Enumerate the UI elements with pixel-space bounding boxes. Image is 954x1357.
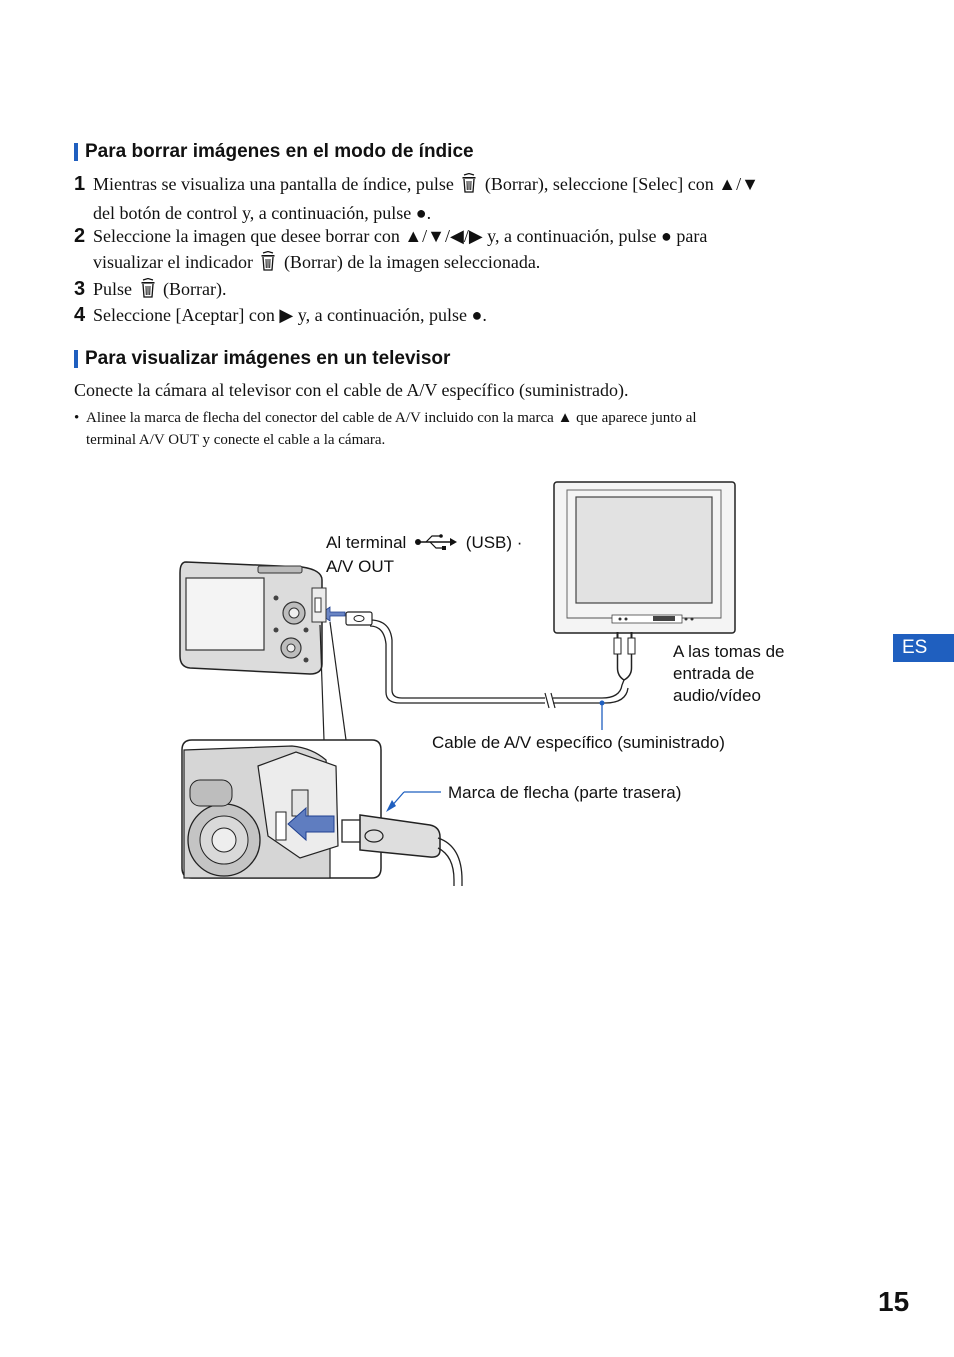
step-number: 4 [74, 304, 86, 326]
usb-icon [414, 534, 458, 556]
note-bullet: • Alinee la marca de flecha del conector del cable de A/V incluido con la marca ▲ que aparece junto al terminal A/V OUT y conecte el cable a la cámara. [74, 410, 697, 448]
section-title-text: Para borrar imágenes en el modo de índice [85, 141, 474, 162]
label-arrow-mark: Marca de flecha (parte trasera) [448, 783, 682, 802]
step-number: 3 [74, 278, 86, 300]
page-number: 15 [878, 1286, 910, 1317]
zoom-inset [182, 740, 381, 878]
step-number: 2 [74, 225, 86, 247]
label-terminal: Al terminal (USB) · A/V OUT [326, 533, 523, 576]
step-4: 4 Seleccione [Aceptar] con ▶ y, a continuación, pulse ●. [74, 304, 487, 326]
label-av-cable: Cable de A/V específico (suministrado) [432, 733, 725, 752]
label-av-inputs: A las tomas de entrada de audio/vídeo [673, 642, 785, 705]
step-number: 1 [74, 173, 86, 195]
section-title-text: Para visualizar imágenes en un televisor [85, 348, 451, 369]
step-1: 1 Mientras se visualiza una pantalla de índice, pulse (Borrar), seleccione [Selec] con ▲/▼ del botón de control y, a continuación, pulse ●. [74, 173, 759, 223]
rca-plugs [614, 632, 635, 680]
step-2: 2 Seleccione la imagen que desee borrar con ▲/▼/◀/▶ y, a continuación, pulse ● para visualizar el indicador (Borrar) de la imagen seleccionada. [74, 223, 874, 278]
camera-illustration [180, 562, 326, 674]
television-illustration [554, 482, 735, 633]
step-3: 3 Pulse (Borrar). [74, 276, 874, 305]
language-tab: ES [893, 634, 954, 662]
intro-paragraph: Conecte la cámara al televisor con el cable de A/V específico (suministrado). [74, 380, 629, 400]
